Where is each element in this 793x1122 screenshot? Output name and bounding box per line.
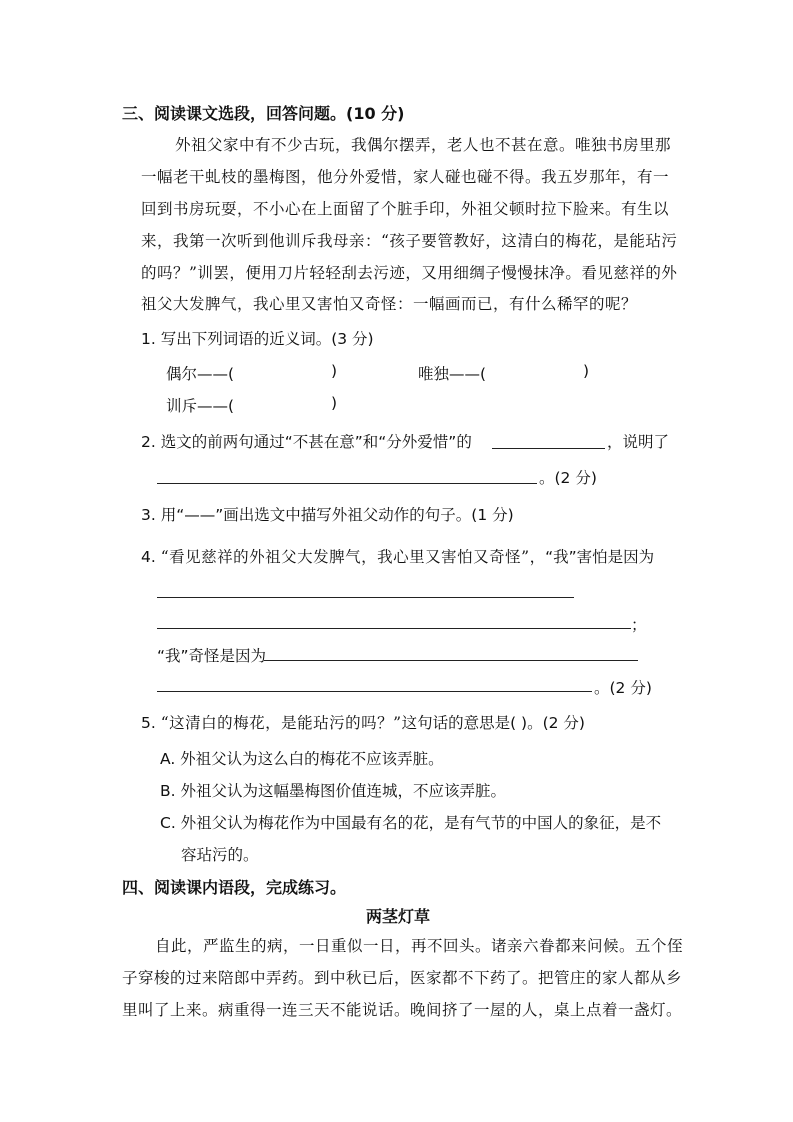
question-4-quote: “看见慈祥的外祖父大发脾气，我心里又害怕又奇怪” (160, 548, 530, 566)
close-paren: ) (331, 394, 338, 412)
question-4-odd: “我”奇怪是因为 (157, 647, 267, 665)
passage-line: 一幅老干虬枝的墨梅图，他分外爱惜，家人碰也碰不得。我五岁那年，有一 (141, 168, 670, 186)
section3-heading: 三、阅读课文选段，回答问题。(10 分) (122, 104, 405, 123)
question-2-score: 。(2 分) (539, 469, 597, 487)
question-5-number: 5. (141, 714, 161, 732)
synonym-item-ouer: 偶尔——( (166, 365, 235, 383)
question-1: 1. 写出下列词语的近义词。(3 分) (141, 330, 374, 348)
passage-line: 祖父大发脾气，我心里又害怕又奇怪：一幅画而已，有什么稀罕的呢？ (141, 295, 638, 313)
close-paren: ) (331, 362, 338, 380)
question-5-prompt: 这句话的意思是( )。(2 分) (401, 714, 585, 732)
option-a[interactable]: A. 外祖父认为这么白的梅花不应该弄脏。 (160, 750, 444, 768)
passage-line: 里叫了上来。病重得一连三天不能说话。晚间挤了一屋的人，桌上点着一盏灯。 (122, 1001, 683, 1019)
question-5-quote: “这清白的梅花，是能玷污的吗？” (160, 714, 402, 732)
passage-line: 自此，严监生的病，一日重似一日，再不回头。诸亲六眷都来问候。五个侄 (155, 937, 684, 955)
passage-line: 回到书房玩耍，不小心在上面留了个脏手印，外祖父顿时拉下脸来。有生以 (141, 200, 670, 218)
option-c-cont: 容玷污的。 (181, 846, 259, 864)
answer-blank[interactable] (157, 691, 592, 692)
passage-title: 两茎灯草 (366, 907, 431, 926)
answer-blank[interactable] (157, 628, 631, 629)
question-5 (141, 711, 585, 733)
question-4-number: 4. (141, 548, 161, 566)
section4-heading: 四、阅读课内语段，完成练习。 (122, 878, 347, 897)
question-4-prompt: ，“我”害怕是因为 (529, 548, 655, 566)
passage-line: 子穿梭的过来陪郎中弄药。到中秋已后，医家都不下药了。把管庄的家人都从乡 (122, 969, 683, 987)
semicolon: ； (631, 616, 647, 634)
synonym-item-xunchi: 训斥——( (166, 397, 235, 415)
question-4-score: 。(2 分) (594, 679, 652, 697)
synonym-item-weidu: 唯独——( (418, 365, 487, 383)
question-4 (141, 545, 654, 567)
passage-line: 的吗？”训罢，便用刀片轻轻刮去污迹，又用细绸子慢慢抹净。看见慈祥的外 (141, 264, 678, 282)
answer-blank[interactable] (157, 483, 537, 484)
answer-blank[interactable] (157, 597, 574, 598)
option-b[interactable]: B. 外祖父认为这幅墨梅图价值连城，不应该弄脏。 (160, 782, 506, 800)
question-3: 3. 用“——”画出选文中描写外祖父动作的句子。(1 分) (141, 506, 514, 524)
question-2-cont: ，说明了 (607, 433, 670, 451)
passage-line: 来，我第一次听到他训斥我母亲：“孩子要管教好，这清白的梅花，是能玷污 (141, 232, 678, 250)
option-c[interactable]: C. 外祖父认为梅花作为中国最有名的花，是有气节的中国人的象征，是不 (160, 814, 662, 832)
question-2: 2. 选文的前两句通过“不甚在意”和“分外爱惜”的 (141, 433, 472, 451)
passage-line: 外祖父家中有不少古玩，我偶尔摆弄，老人也不甚在意。唯独书房里那 (175, 136, 672, 154)
answer-blank[interactable] (264, 660, 638, 661)
answer-blank[interactable] (492, 448, 605, 449)
close-paren: ) (583, 362, 590, 380)
